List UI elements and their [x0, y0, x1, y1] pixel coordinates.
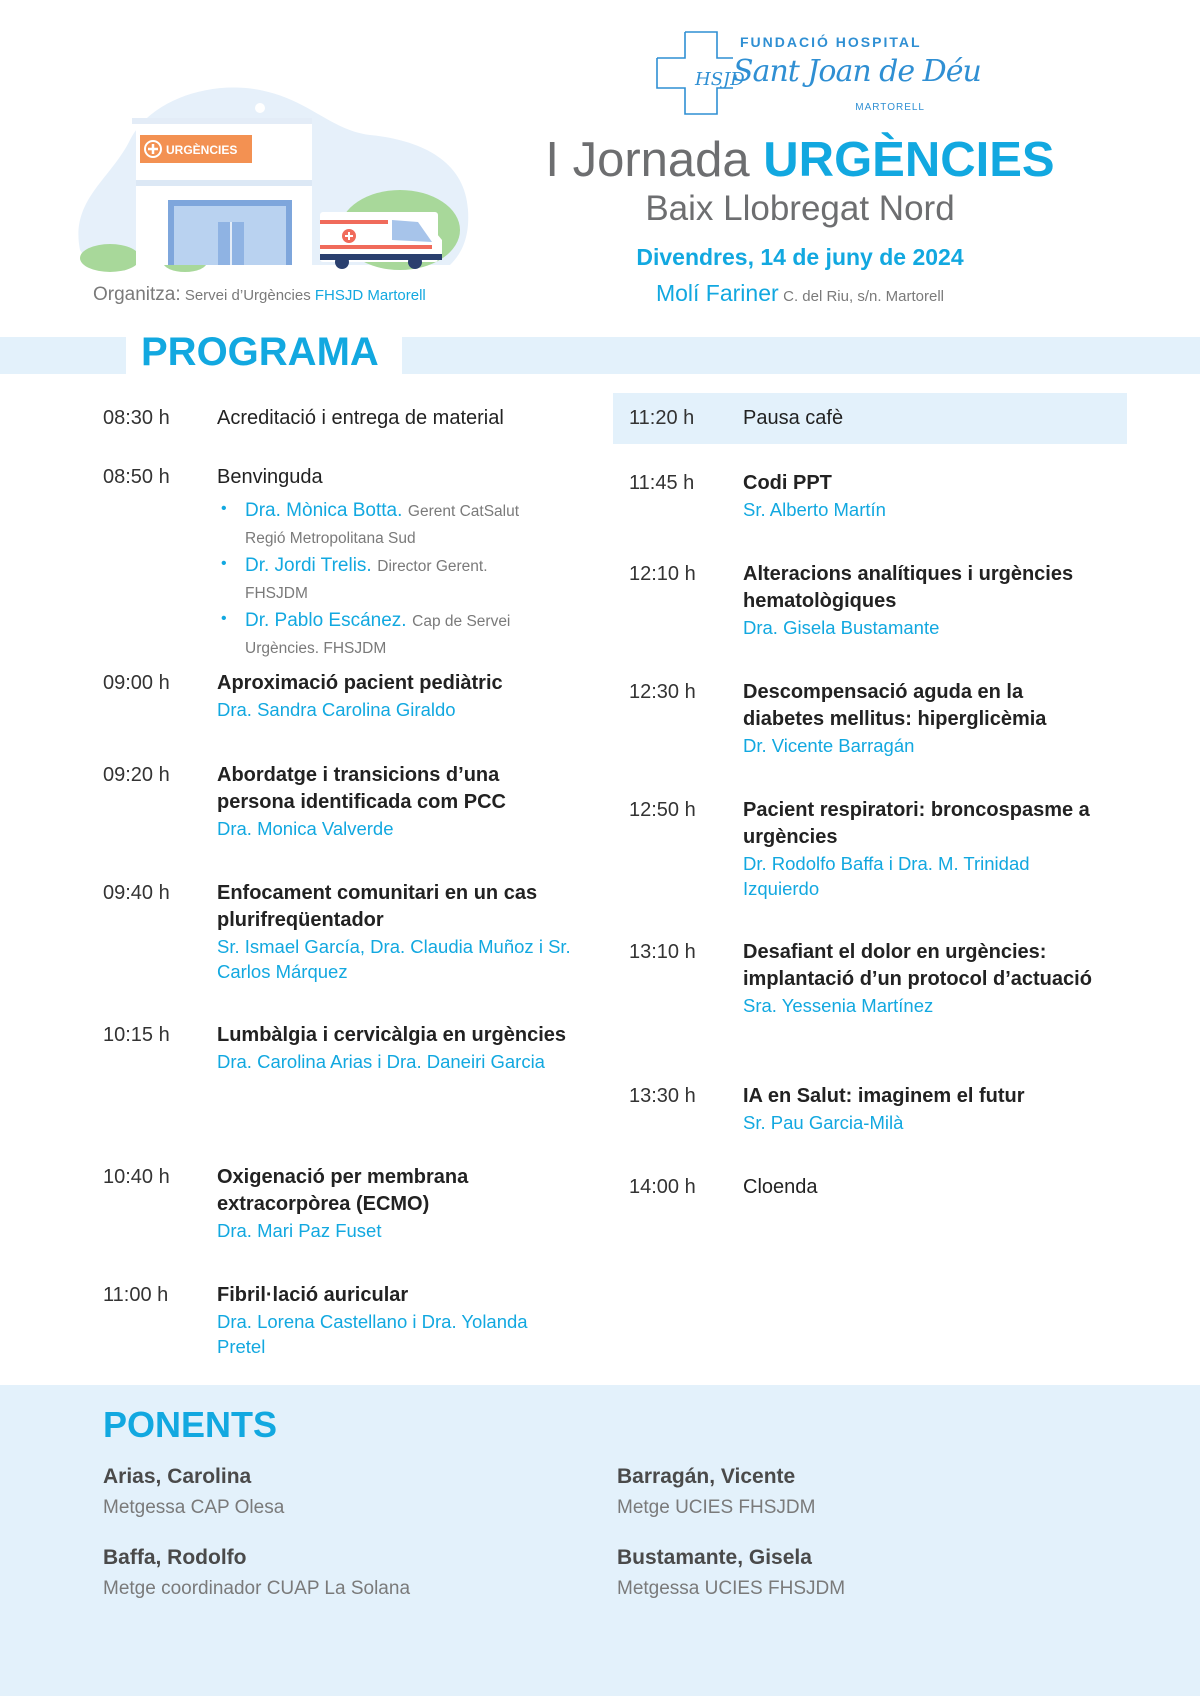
- item-time: 09:40 h: [103, 882, 170, 904]
- title-accent: URGÈNCIES: [763, 133, 1055, 187]
- logo-monogram: HSJD: [695, 69, 745, 90]
- organizer-text: Servei d’Urgències: [184, 287, 311, 304]
- ponent-name: Arias, Carolina: [103, 1465, 252, 1488]
- welcome-speaker-role-cont: Regió Metropolitana Sud: [245, 530, 416, 547]
- programme-item: [103, 405, 573, 432]
- welcome-speaker-role: Director Gerent.: [377, 558, 488, 575]
- venue-address: C. del Riu, s/n. Martorell: [783, 288, 945, 305]
- programme-item: [629, 679, 1099, 758]
- ponent-card: [103, 1545, 523, 1601]
- programme-item: [103, 880, 573, 984]
- programme-item: [103, 762, 573, 841]
- item-time: 11:00 h: [103, 1284, 169, 1306]
- welcome-speaker-name: Dr. Pablo Escánez.: [245, 610, 407, 631]
- item-title: Fibril·lació auricular: [217, 1284, 409, 1306]
- item-speakers: Sr. Ismael García, Dra. Claudia Muñoz i Sr. Carlos Márquez: [217, 936, 571, 982]
- welcome-speaker-name: Dr. Jordi Trelis.: [245, 555, 372, 576]
- programme-item: [103, 1022, 573, 1074]
- item-speakers: Dra. Lorena Castellano i Dra. Yolanda Pretel: [217, 1311, 528, 1357]
- ponent-card: [103, 1464, 523, 1520]
- item-title: Benvinguda: [217, 466, 323, 488]
- item-time: 10:15 h: [103, 1024, 170, 1046]
- welcome-speaker-role-cont: Urgències. FHSJDM: [245, 640, 387, 657]
- item-speakers: Dra. Mari Paz Fuset: [217, 1220, 382, 1241]
- item-time: 08:30 h: [103, 407, 170, 429]
- item-speakers: Sr. Alberto Martín: [743, 499, 886, 520]
- welcome-speaker-role: Gerent CatSalut: [407, 503, 520, 520]
- item-speakers: Dr. Vicente Barragán: [743, 735, 915, 756]
- item-title: Pacient respiratori: broncospasme a urgències: [743, 799, 1090, 848]
- programme-item: [629, 1174, 1099, 1201]
- item-time: 12:50 h: [629, 799, 696, 821]
- item-title: Alteracions analítiques i urgències hematològiques: [743, 563, 1074, 612]
- item-title: Cloenda: [743, 1176, 818, 1198]
- organizer-line: [93, 284, 426, 306]
- welcome-speaker-name: Dra. Mònica Botta.: [245, 500, 403, 521]
- event-subtitle: Baix Llobregat Nord: [645, 189, 955, 228]
- programme-item: [629, 939, 1099, 1018]
- programme-item: [629, 405, 1099, 432]
- item-title: Lumbàlgia i cervicàlgia en urgències: [217, 1024, 567, 1046]
- ponent-role: Metgessa CAP Olesa: [103, 1497, 285, 1518]
- welcome-speaker: [217, 497, 573, 551]
- welcome-speaker-role-cont: FHSJDM: [245, 585, 308, 602]
- ponent-card: [617, 1545, 1037, 1601]
- item-time: 11:45 h: [629, 472, 695, 494]
- item-time: 09:20 h: [103, 764, 170, 786]
- item-title: Pausa cafè: [743, 407, 844, 429]
- item-title: Codi PPT: [743, 472, 832, 494]
- cross-logo-icon: [655, 30, 745, 116]
- programme-item: [103, 1282, 573, 1359]
- hospital-illustration: [70, 80, 470, 270]
- urgencies-sign-text: URGÈNCIES: [166, 143, 238, 157]
- item-title: Desafiant el dolor en urgències: implantació d’un protocol d’actuació: [743, 941, 1092, 990]
- item-title: Descompensació aguda en la diabetes mellitus: hiperglicèmia: [743, 681, 1047, 730]
- ponent-role: Metgessa UCIES FHSJDM: [617, 1578, 846, 1599]
- organizer-highlight: FHSJD Martorell: [314, 287, 426, 304]
- event-date: Divendres, 14 de juny de 2024: [636, 244, 964, 270]
- ponent-name: Bustamante, Gisela: [617, 1546, 812, 1569]
- item-time: 08:50 h: [103, 466, 170, 488]
- item-title: Oxigenació per membrana extracorpòrea (ECMO): [217, 1166, 469, 1215]
- logo-bottom-text: MARTORELL: [855, 102, 925, 113]
- event-title: [520, 132, 1080, 188]
- item-time: 12:30 h: [629, 681, 696, 703]
- item-time: 12:10 h: [629, 563, 696, 585]
- item-speakers: Dra. Carolina Arias i Dra. Daneiri Garcia: [217, 1051, 545, 1072]
- item-speakers: Dra. Monica Valverde: [217, 818, 394, 839]
- programme-item: [629, 561, 1099, 640]
- ponent-name: Barragán, Vicente: [617, 1465, 796, 1488]
- item-time: 13:10 h: [629, 941, 696, 963]
- programme-item: [103, 670, 573, 722]
- programme-item: [103, 464, 573, 662]
- item-title: Abordatge i transicions d’una persona identificada com PCC: [217, 764, 506, 813]
- item-title: Acreditació i entrega de material: [217, 407, 504, 429]
- welcome-speakers-list: [217, 497, 573, 661]
- event-venue: [520, 280, 1080, 307]
- welcome-speaker-role: Cap de Servei: [412, 613, 511, 630]
- bullet-icon: •: [221, 610, 227, 627]
- item-time: 13:30 h: [629, 1085, 696, 1107]
- item-speakers: Dra. Sandra Carolina Giraldo: [217, 699, 456, 720]
- welcome-speaker: [217, 552, 573, 606]
- item-speakers: Sr. Pau Garcia-Milà: [743, 1112, 904, 1133]
- programme-item: [629, 797, 1099, 901]
- ponent-name: Baffa, Rodolfo: [103, 1546, 247, 1569]
- programme-item: [629, 1083, 1099, 1135]
- bullet-icon: •: [221, 500, 227, 517]
- programme-item: [103, 1164, 573, 1243]
- item-speakers: Sra. Yessenia Martínez: [743, 995, 934, 1016]
- ponent-role: Metge coordinador CUAP La Solana: [103, 1578, 411, 1599]
- venue-name: Molí Fariner: [655, 280, 779, 306]
- item-speakers: Dra. Gisela Bustamante: [743, 617, 940, 638]
- item-time: 14:00 h: [629, 1176, 696, 1198]
- welcome-speaker: [217, 607, 573, 661]
- logo-top-text: FUNDACIÓ HOSPITAL: [740, 34, 922, 50]
- fundacio-hospital-logo: [655, 30, 981, 116]
- ponent-card: [617, 1464, 1037, 1520]
- ponents-heading: PONENTS: [103, 1404, 278, 1445]
- item-title: Aproximació pacient pediàtric: [217, 672, 503, 694]
- title-prefix: I Jornada: [545, 133, 750, 187]
- item-time: 10:40 h: [103, 1166, 170, 1188]
- item-title: Enfocament comunitari en un cas plurifreqüentador: [217, 882, 538, 931]
- ponent-role: Metge UCIES FHSJDM: [617, 1497, 816, 1518]
- bullet-icon: •: [221, 555, 227, 572]
- organizer-label: Organitza:: [93, 284, 181, 305]
- programa-heading: PROGRAMA: [126, 330, 402, 374]
- hospital-building-icon: [70, 80, 470, 270]
- logo-signature: Sant Joan de Déu: [733, 54, 981, 89]
- item-time: 11:20 h: [629, 407, 695, 429]
- programme-item: [629, 470, 1099, 522]
- item-title: IA en Salut: imaginem el futur: [743, 1085, 1025, 1107]
- item-time: 09:00 h: [103, 672, 170, 694]
- item-speakers: Dr. Rodolfo Baffa i Dra. M. Trinidad Izquierdo: [743, 853, 1030, 899]
